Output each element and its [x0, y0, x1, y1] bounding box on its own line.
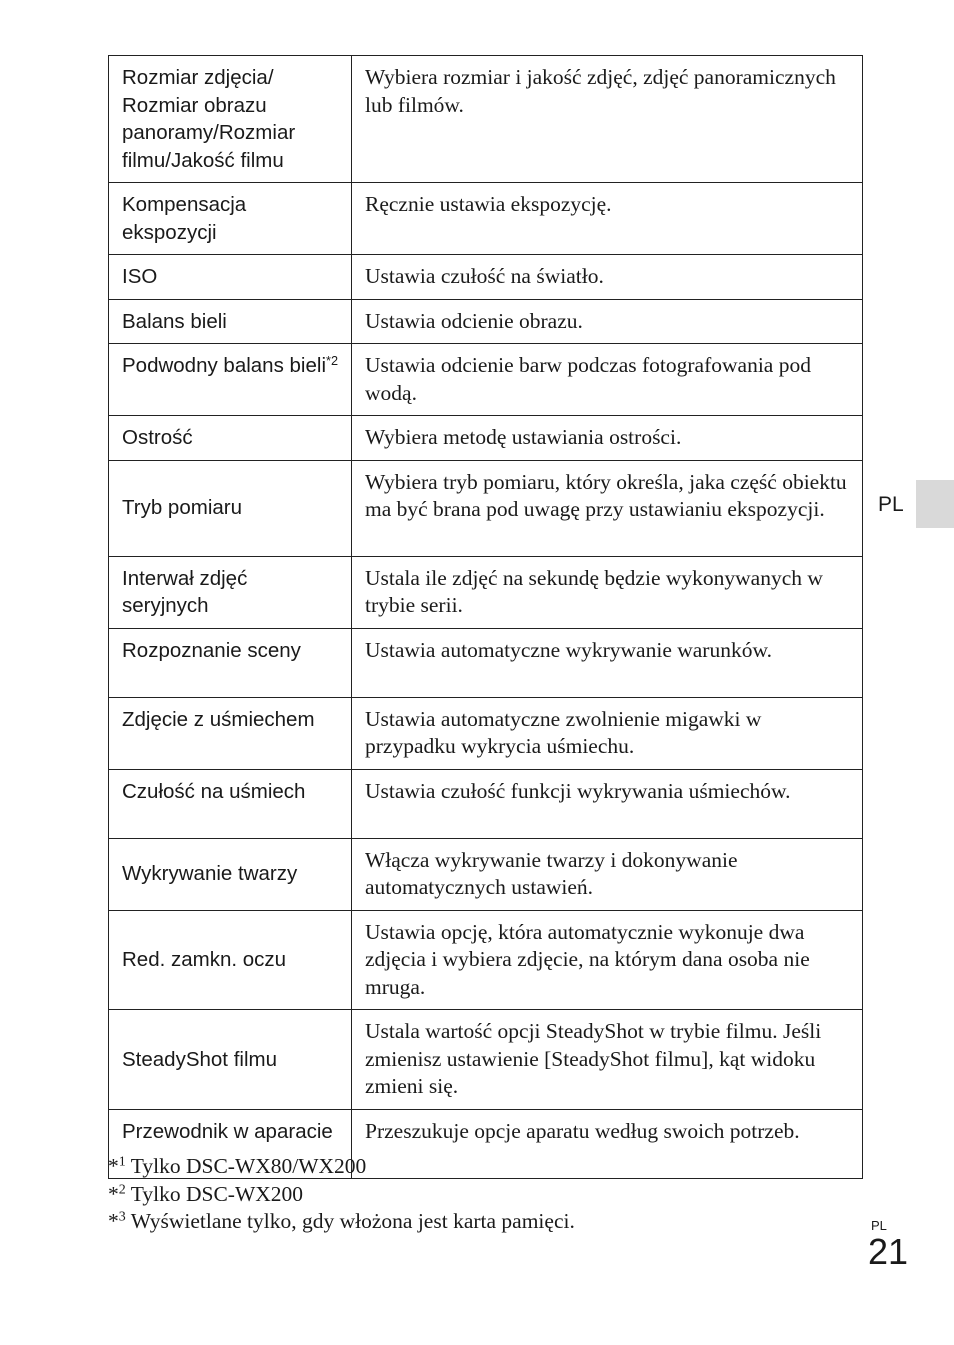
table-row [109, 299, 863, 344]
settings-table [108, 55, 863, 1179]
table-row [109, 697, 863, 769]
setting-description: Ustala ile zdjęć na sekundę będzie wykonywanych w trybie serii. [352, 556, 863, 628]
setting-description: Wybiera metodę ustawiania ostrości. [352, 416, 863, 461]
setting-name: Rozmiar zdjęcia/ Rozmiar obrazu panoramy/Rozmiar filmu/Jakość filmu [109, 56, 352, 183]
table-row [109, 838, 863, 910]
table-row [109, 1010, 863, 1110]
setting-name: Ostrość [109, 416, 352, 461]
footnote [108, 1181, 575, 1209]
table-row [109, 416, 863, 461]
table-row [109, 769, 863, 838]
setting-description: Ustala wartość opcji SteadyShot w trybie filmu. Jeśli zmienisz ustawienie [SteadyShot filmu], kąt widoku zmieni się. [352, 1010, 863, 1110]
setting-name: Balans bieli [109, 299, 352, 344]
setting-name: Przewodnik w aparacie [109, 1109, 352, 1178]
setting-description: Ustawia automatyczne zwolnienie migawki w przypadku wykrycia uśmiechu. [352, 697, 863, 769]
table-row [109, 910, 863, 1010]
language-side-tab [916, 480, 954, 528]
setting-name: Red. zamkn. oczu [109, 910, 352, 1010]
setting-description: Ustawia automatyczne wykrywanie warunków. [352, 628, 863, 697]
table-row [109, 56, 863, 183]
setting-description: Ustawia czułość na światło. [352, 255, 863, 300]
setting-description: Ustawia czułość funkcji wykrywania uśmiechów. [352, 769, 863, 838]
language-side-label: PL [878, 493, 904, 516]
footnote-text: Tylko DSC-WX200 [130, 1181, 304, 1206]
footnote-mark: *$^2$ [108, 1181, 126, 1206]
setting-description: Ustawia opcję, która automatycznie wykonuje dwa zdjęcia i wybiera zdjęcie, na którym dana osoba nie mruga. [352, 910, 863, 1010]
setting-description: Ręcznie ustawia ekspozycję. [352, 183, 863, 255]
footnote-text: Wyświetlane tylko, gdy włożona jest karta pamięci. [130, 1209, 575, 1233]
setting-description: Ustawia odcienie obrazu. [352, 299, 863, 344]
table-row [109, 255, 863, 300]
table-row [109, 556, 863, 628]
setting-name: Rozpoznanie sceny [109, 628, 352, 697]
setting-name: SteadyShot filmu [109, 1010, 352, 1110]
setting-name: Czułość na uśmiech [109, 769, 352, 838]
setting-name: Podwodny balans bieli$^{*2}$ [109, 344, 352, 416]
setting-name: Kompensacja ekspozycji [109, 183, 352, 255]
footnote [108, 1208, 575, 1236]
footnote-ref: *2 [326, 353, 339, 369]
setting-name: ISO [109, 255, 352, 300]
table-row [109, 460, 863, 556]
setting-description: Wybiera tryb pomiaru, który określa, jaka część obiektu ma być brana pod uwagę przy ustawianiu ekspozycji. [352, 460, 863, 556]
table-row [109, 628, 863, 697]
setting-name: Zdjęcie z uśmiechem [109, 697, 352, 769]
table-row [109, 183, 863, 255]
setting-name: Interwał zdjęć seryjnych [109, 556, 352, 628]
footnote-text: Tylko DSC-WX80/WX200 [130, 1154, 367, 1178]
footnotes [108, 1153, 575, 1236]
footnote-mark: *$^3$ [108, 1209, 126, 1233]
page-number: 21 [868, 1231, 909, 1272]
setting-description: Ustawia odcienie barw podczas fotografowania pod wodą. [352, 344, 863, 416]
setting-name: Tryb pomiaru [109, 460, 352, 556]
footnote-mark: *$^1$ [108, 1154, 126, 1178]
setting-description: Przeszukuje opcje aparatu według swoich potrzeb. [352, 1109, 863, 1178]
footnote [108, 1153, 575, 1181]
setting-description: Włącza wykrywanie twarzy i dokonywanie automatycznych ustawień. [352, 838, 863, 910]
setting-name: Wykrywanie twarzy [109, 838, 352, 910]
page-language-code: PL [871, 1218, 887, 1233]
table-row [109, 344, 863, 416]
setting-description: Wybiera rozmiar i jakość zdjęć, zdjęć panoramicznych lub filmów. [352, 56, 863, 183]
